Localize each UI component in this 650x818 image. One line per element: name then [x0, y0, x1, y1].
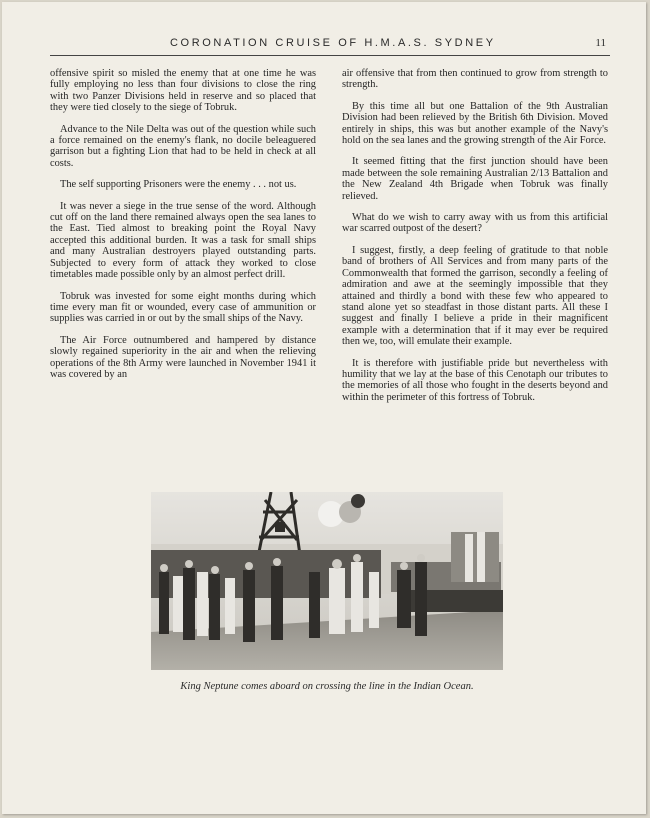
running-title: CORONATION CRUISE OF H.M.A.S. SYDNEY — [170, 37, 496, 49]
paragraph: It was never a siege in the true sense of the word. Although cut off on the land there remained always open the sea lanes to the East. Tied almost to breaking point the Royal Navy accepted this additional burden. It was a task for small ships and many Australian destroyers played outstanding parts. Subjected to every form of attack they worked to close timetables made possible only by an almost perfect drill. — [50, 200, 316, 281]
paragraph: offensive spirit so misled the enemy that at one time he was fully employing no less than four divisions to close the ring with two Panzer Divisions held in reserve and so placed that they were tied closely to the siege of Tobruk. — [50, 68, 316, 114]
neptune-photo — [151, 492, 503, 670]
photo-caption: King Neptune comes aboard on crossing the line in the Indian Ocean. — [180, 681, 474, 692]
paragraph: air offensive that from then continued to grow from strength to strength. — [342, 68, 608, 91]
paragraph: It seemed fitting that the first junction should have been made between the sole remaining Australian 2/13 Battalion and the New Zealand 4th Brigade when Tobruk was finally relieved. — [342, 156, 608, 202]
page-header — [50, 37, 610, 56]
paragraph: Advance to the Nile Delta was out of the question while such a force remained on the enemy's flank, no docile beleaguered garrison but a fighting Lion that had to be held in check at all costs. — [50, 123, 316, 169]
paragraph: The self supporting Prisoners were the enemy . . . not us. — [60, 179, 297, 191]
photo-illustration — [151, 492, 503, 670]
left-column — [50, 68, 316, 390]
paragraph: It is therefore with justifiable pride but nevertheless with humility that we lay at the base of this Cenotaph our tributes to the memories of all those who fought in the deserts beyond and within the perimeter of this fortress of Tobruk. — [342, 357, 608, 403]
paragraph: The Air Force outnumbered and hampered by distance slowly regained superiority in the air and when the relieving operations of the 8th Army were launched in November 1941 it was covered by an — [50, 334, 316, 380]
document-page — [2, 2, 646, 814]
paragraph: I suggest, firstly, a deep feeling of gratitude to that noble band of brothers of All Services and from many parts of the Commonwealth that formed the garrison, secondly a feeling of admiration and awe at the seemingly impossible that they attained and thirdly a bond with these few who appeared to stand alone yet so steadfast in those distant parts. All these I suggest and finally I believe a pride in their magnificent example with a determination that if it may ever be required then we, too, will emulate their example. — [342, 244, 608, 348]
paragraph: By this time all but one Battalion of the 9th Australian Division had been relieved by the British 6th Division. Moved entirely in ships, this was but another example of the Navy's hold on the sea lanes and the growing strength of the Air Force. — [342, 100, 608, 147]
right-column — [342, 68, 608, 413]
page-number: 11 — [595, 37, 606, 49]
paragraph: What do we wish to carry away with us from this artificial war scarred outpost of the desert? — [342, 212, 608, 235]
paragraph: Tobruk was invested for some eight months during which time every man fit or wounded, every case of ammunition or supplies was carried in or out by the small ships of the Navy. — [50, 290, 316, 325]
